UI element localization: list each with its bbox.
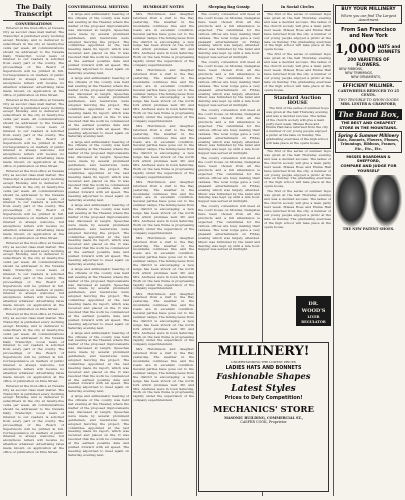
- liver-regulator-ad: DR. WOOD'S LIVER REGULATOR: [296, 296, 331, 326]
- article-body: The first of the series of summer hops was given at the hall Thursday evening and was a decided success. The ladies of the church society will give a lawn party next week. Misses Rose and Emma Hall have returned from the city. A number of our young people enjoyed a picnic at the lake on Sunday. The graduating exercises of the high school will take place at the opera house. The first of the series of summer hops was given at the hall Thursday evening and was a decided success. The ladies of the church society will give a lawn party next week. Misses Rose and Emma Hall have returned from the city. A number of our young people enjoyed a picnic at the lake on Sunday. The graduating exercises of the high school will take place at the opera house.: [264, 149, 331, 229]
- hats-ad: 1,000 HATS and BONNETS: [335, 41, 401, 57]
- article-body: The county convention will meet at the court house on Monday. Delegates have been chosen from all the precincts and a full attendance is expected. The candidates for the various offices are busy making their canvass. The local lodge gave a very pleasant entertainment on Friday evening which was largely attended. Music was furnished by the band and dancing was kept up until a late hour. Supper was served at midnight. The county convention will meet at the court house on Monday. Delegates have been chosen from all the precincts and a full attendance is expected. The candidates for the various offices are busy making their canvass. The local lodge gave a very pleasant entertainment on Friday evening which was largely attended. Music was furnished by the band and dancing was kept up until a late hour. Supper was served at midnight. The county convention will meet at the court house on Monday. Delegates have been chosen from all the precincts and a full attendance is expected. The candidates for the various offices are busy making their canvass. The local lodge gave a very pleasant entertainment on Friday evening which was largely attended. Music was furnished by the band and dancing was kept up until a late hour. Supper was served at midnight. The county convention will meet at the court house on Monday. Delegates have been chosen from all the precincts and a full attendance is expected. The candidates for the various offices are busy making their canvass. The local lodge gave a very pleasant entertainment on Friday evening which was largely attended. Music was furnished by the band and dancing was kept up until a late hour. Supper was served at midnight. The county convention will meet at the court house on Monday. Delegates have been chosen from all the precincts and a full attendance is expected. The candidates for the various offices are busy making their canvass. The local lodge gave a very pleasant entertainment on Friday evening which was largely attended. Music was furnished by the band and dancing was kept up until a late hour. Supper was served at midnight.: [198, 12, 260, 252]
- shoe-image: [335, 175, 368, 227]
- auction-ad: Standard Auction HOUSE The first of the series of summer hops was given at the hall Thursday evening and was a decided success. The ladies of the church society will give a lawn party next week. Misses Rose and Emma Hall have returned from the city. A number of our young people enjoyed a picnic at the lake on Sunday. The graduating exercises of the high school will take place at the opera house.: [264, 94, 331, 149]
- band-box-ad: The Band Box,: [335, 109, 402, 120]
- column-heading: CONVERSATIONS: [15, 22, 52, 26]
- millinery-ad: MILLINERY! UNDERSTANDING THE LOWEST PRICES LADIES HATS AND BONNETS Fashionable Shapes Latest Styles Prices to Defy Competition! MECHANICS' STORE MASONIC BUILDING, COMMERCIAL ST., CASPER COOK, Proprietor: [198, 342, 329, 492]
- millinery-store-ad: BUY YOUR MILLINERY Where you can find The Largest Assortment: [335, 5, 402, 24]
- shoes-illustration: [335, 175, 402, 227]
- spring-millinery-ad: Spring & Summer Millinery Hats, Bonnets, Flowers, Plumes, Trimmings, Ribbons, Frames, Etc., Etc., Etc.: [335, 131, 402, 153]
- column-heading: CONVERSATIONAL MEETING: [68, 5, 129, 9]
- column-1: [3, 4, 64, 496]
- column-3: [133, 4, 194, 496]
- column-heading: In Social Circles: [280, 5, 315, 9]
- column-heading: Sleeping Bag Gossip: [208, 5, 250, 9]
- column-rule: [333, 4, 334, 496]
- masthead: The Daily Transcript: [14, 4, 53, 18]
- article-body: The first of the series of summer hops was given at the hall Thursday evening and was a decided success. The ladies of the church society will give a lawn party next week. Misses Rose and Emma Hall have returned from the city. A number of our young people enjoyed a picnic at the lake on Sunday. The graduating exercises of the high school will take place at the opera house. The first of the series of summer hops was given at the hall Thursday evening and was a decided success. The ladies of the church society will give a lawn party next week. Misses Rose and Emma Hall have returned from the city. A number of our young people enjoyed a picnic at the lake on Sunday. The graduating exercises of the high school will take place at the opera house.: [264, 12, 331, 92]
- column-rule: [66, 4, 67, 496]
- shoe-image: [370, 175, 403, 227]
- article-body: A large and enthusiastic meeting of the citizens of the county was held last evening at the Theater, where the matter of the proposed improvements was discussed at length. Speeches were made by several prominent gentlemen, and resolutions were adopted favoring the project. The committee appointed at the last meeting made its report, which was received and placed on file. It was resolved that the work be commenced at the earliest possible date and pushed forward with all speed. The meeting adjourned to meet again on Saturday evening next. A large and enthusiastic meeting of the citizens of the county was held last evening at the Theater, where the matter of the proposed improvements was discussed at length. Speeches were made by several prominent gentlemen, and resolutions were adopted favoring the project. The committee appointed at the last meeting made its report, which was received and placed on file. It was resolved that the work be commenced at the earliest possible date and pushed forward with all speed. The meeting adjourned to meet again on Saturday evening next. A large and enthusiastic meeting of the citizens of the county was held last evening at the Theater, where the matter of the proposed improvements was discussed at length. Speeches were made by several prominent gentlemen, and resolutions were adopted favoring the project. The committee appointed at the last meeting made its report, which was received and placed on file. It was resolved that the work be commenced at the earliest possible date and pushed forward with all speed. The meeting adjourned to meet again on Saturday evening next. A large and enthusiastic meeting of the citizens of the county was held last evening at the Theater, where the matter of the proposed improvements was discussed at length. Speeches were made by several prominent gentlemen, and resolutions were adopted favoring the project. The committee appointed at the last meeting made its report, which was received and placed on file. It was resolved that the work be commenced at the earliest possible date and pushed forward with all speed. The meeting adjourned to meet again on Saturday evening next. A large and enthusiastic meeting of the citizens of the county was held last evening at the Theater, where the matter of the proposed improvements was discussed at length. Speeches were made by several prominent gentlemen, and resolutions were adopted favoring the project. The committee appointed at the last meeting made its report, which was received and placed on file. It was resolved that the work be commenced at the earliest possible date and pushed forward with all speed. The meeting adjourned to meet again on Saturday evening next. A large and enthusiastic meeting of the citizens of the county was held last evening at the Theater, where the matter of the proposed improvements was discussed at length. Speeches were made by several prominent gentlemen, and resolutions were adopted favoring the project. The committee appointed at the last meeting made its report, which was received and placed on file. It was resolved that the work be commenced at the earliest possible date and pushed forward with all speed. The meeting adjourned to meet again on Saturday evening next. A large and enthusiastic meeting of the citizens of the county was held last evening at the Theater, where the matter of the proposed improvements was discussed at length. Speeches were made by several prominent gentlemen, and resolutions were adopted favoring the project. The committee appointed at the last meeting made its report, which was received and placed on file. It was resolved that the work be commenced at the earliest possible date and pushed forward with all speed. The meeting adjourned to meet again on Saturday evening next.: [68, 12, 129, 457]
- trimmings-list: NEW RIBBONS, NEW TRIMMINGS, NEW ORNAMENTS,: [339, 66, 381, 79]
- article-body: Entered at the Post-office at Nevada City as second class mail matter. The Transcript is published every morning except Monday, and is delivered to subscribers in the city at twenty-five cents per week. All communications should be addressed to the Nevada Daily Transcript. Local news of interest to our readers is solicited from every part of the county. The proceedings of the Board of Supervisors will be printed in full. Correspondence on matters of public interest is always welcome, but anonymous letters will receive no attention whatever. Advertising rates made known on application at the office of publication on Pine Street. Entered at the Post-office at Nevada City as second class mail matter. The Transcript is published every morning except Monday, and is delivered to subscribers in the city at twenty-five cents per week. All communications should be addressed to the Nevada Daily Transcript. Local news of interest to our readers is solicited from every part of the county. The proceedings of the Board of Supervisors will be printed in full. Correspondence on matters of public interest is always welcome, but anonymous letters will receive no attention whatever. Advertising rates made known on application at the office of publication on Pine Street. Entered at the Post-office at Nevada City as second class mail matter. The Transcript is published every morning except Monday, and is delivered to subscribers in the city at twenty-five cents per week. All communications should be addressed to the Nevada Daily Transcript. Local news of interest to our readers is solicited from every part of the county. The proceedings of the Board of Supervisors will be printed in full. Correspondence on matters of public interest is always welcome, but anonymous letters will receive no attention whatever. Advertising rates made known on application at the office of publication on Pine Street. Entered at the Post-office at Nevada City as second class mail matter. The Transcript is published every morning except Monday, and is delivered to subscribers in the city at twenty-five cents per week. All communications should be addressed to the Nevada Daily Transcript. Local news of interest to our readers is solicited from every part of the county. The proceedings of the Board of Supervisors will be printed in full. Correspondence on matters of public interest is always welcome, but anonymous letters will receive no attention whatever. Advertising rates made known on application at the office of publication on Pine Street. Entered at the Post-office at Nevada City as second class mail matter. The Transcript is published every morning except Monday, and is delivered to subscribers in the city at twenty-five cents per week. All communications should be addressed to the Nevada Daily Transcript. Local news of interest to our readers is solicited from every part of the county. The proceedings of the Board of Supervisors will be printed in full. Correspondence on matters of public interest is always welcome, but anonymous letters will receive no attention whatever. Advertising rates made known on application at the office of publication on Pine Street. Entered at the Post-office at Nevada City as second class mail matter. The Transcript is published every morning except Monday, and is delivered to subscribers in the city at twenty-five cents per week. All communications should be addressed to the Nevada Daily Transcript. Local news of interest to our readers is solicited from every part of the county. The proceedings of the Board of Supervisors will be printed in full. Correspondence on matters of public interest is always welcome, but anonymous letters will receive no attention whatever. Advertising rates made known on application at the office of publication on Pine Street.: [3, 26, 64, 455]
- column-heading: HUMBOLDT NOTES: [143, 5, 184, 9]
- column-6-ads: BUY YOUR MILLINERY Where you can find The Largest Assortment From San Francisco and New York 1,000 HATS and BONNETS 200 VARIETIES OF FLOWERS. NEW RIBBONS, NEW TRIMMINGS, NEW ORNAMENTS, EFFICIENT MILLINER. CARTWHEELS REDUCED TO 25 CENTS. TWO TROUBLE TO SHOW GOODS MRS. LESTER & CRAWFORD, The Band Box, THE BEST AND CHEAPEST STORE IN THE MOUNTAINS. Spring & Summer Millinery Hats, Bonnets, Flowers, Plumes, Trimmings, Ribbons, Frames, Etc., Etc., Etc. MISSES BOARDMAN & SHEFFORD, COMPARE AND JUDGE FOR YOURSELF THE NEW PATENT SHOES.: [335, 7, 401, 232]
- article-body: Mrs. Hutchinson and daughter returned from a visit to the Bay yesterday. The weather in the mountains continues fine and the roads are in excellent condition. Several parties have gone out to the summer camps. The mining news from the district is encouraging; a new ledge has been struck on the north fork which promises well. Mr. and Mrs. Andrews were in town Saturday. Work on the new flume is progressing rapidly under the supervision of the company superintendent. Mrs. Hutchinson and daughter returned from a visit to the Bay yesterday. The weather in the mountains continues fine and the roads are in excellent condition. Several parties have gone out to the summer camps. The mining news from the district is encouraging; a new ledge has been struck on the north fork which promises well. Mr. and Mrs. Andrews were in town Saturday. Work on the new flume is progressing rapidly under the supervision of the company superintendent. Mrs. Hutchinson and daughter returned from a visit to the Bay yesterday. The weather in the mountains continues fine and the roads are in excellent condition. Several parties have gone out to the summer camps. The mining news from the district is encouraging; a new ledge has been struck on the north fork which promises well. Mr. and Mrs. Andrews were in town Saturday. Work on the new flume is progressing rapidly under the supervision of the company superintendent. Mrs. Hutchinson and daughter returned from a visit to the Bay yesterday. The weather in the mountains continues fine and the roads are in excellent condition. Several parties have gone out to the summer camps. The mining news from the district is encouraging; a new ledge has been struck on the north fork which promises well. Mr. and Mrs. Andrews were in town Saturday. Work on the new flume is progressing rapidly under the supervision of the company superintendent. Mrs. Hutchinson and daughter returned from a visit to the Bay yesterday. The weather in the mountains continues fine and the roads are in excellent condition. Several parties have gone out to the summer camps. The mining news from the district is encouraging; a new ledge has been struck on the north fork which promises well. Mr. and Mrs. Andrews were in town Saturday. Work on the new flume is progressing rapidly under the supervision of the company superintendent. Mrs. Hutchinson and daughter returned from a visit to the Bay yesterday. The weather in the mountains continues fine and the roads are in excellent condition. Several parties have gone out to the summer camps. The mining news from the district is encouraging; a new ledge has been struck on the north fork which promises well. Mr. and Mrs. Andrews were in town Saturday. Work on the new flume is progressing rapidly under the supervision of the company superintendent. Mrs. Hutchinson and daughter returned from a visit to the Bay yesterday. The weather in the mountains continues fine and the roads are in excellent condition. Several parties have gone out to the summer camps. The mining news from the district is encouraging; a new ledge has been struck on the north fork which promises well. Mr. and Mrs. Andrews were in town Saturday. Work on the new flume is progressing rapidly under the supervision of the company superintendent.: [133, 12, 194, 403]
- column-5: [264, 4, 331, 340]
- column-rule: [131, 4, 132, 496]
- column-4: [198, 4, 260, 340]
- column-rule: [196, 4, 197, 496]
- column-2: [68, 4, 129, 496]
